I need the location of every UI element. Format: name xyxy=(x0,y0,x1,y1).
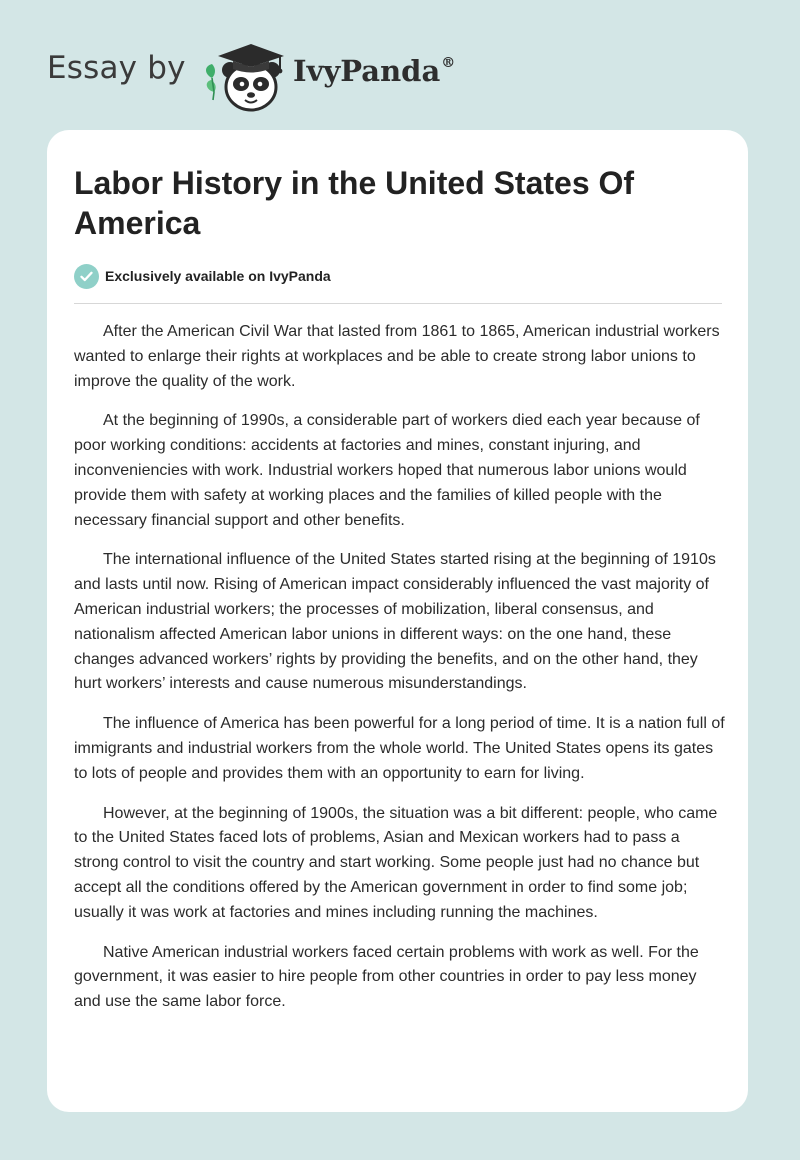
ivy-leaf-icon xyxy=(206,64,216,100)
brand-name[interactable] xyxy=(293,54,455,88)
check-circle-icon xyxy=(74,264,99,289)
site-header xyxy=(47,30,747,112)
registered-mark: ® xyxy=(441,55,456,71)
essay-by-label: Essay by xyxy=(47,50,186,86)
paragraph: Native American industrial workers faced certain problems with work as well. For the government, it was easier to hire people from other countries in order to pay less money and use the same labor force. xyxy=(74,943,699,1011)
paragraph: However, at the beginning of 1900s, the situation was a bit different: people, who came to the United States faced lots of problems, Asian and Mexican workers had to pass a strong control to visit the country and start working. Some people just had no chance but accept all the conditions offered by the American government in order to find some job; usually it was work at factories and mines including running the machines. xyxy=(74,804,718,921)
paragraph: After the American Civil War that lasted from 1861 to 1865, American industrial workers wanted to enlarge their rights at workplaces and be able to create strong labor unions to improve the quality of the work. xyxy=(74,323,720,390)
exclusive-badge xyxy=(74,263,331,289)
paragraph: The international influence of the United States started rising at the beginning of 1910s and lasts until now. Rising of American impact considerably influenced the vast majority of American industrial workers; the processes of mobilization, liberal consensus, and nationalism affected American labor unions in different ways: on the one hand, these changes advanced workers’ rights by providing the benefits, and on the other hand, they hurt workers’ interests and cause numerous misunderstandings. xyxy=(74,551,716,693)
divider xyxy=(74,303,722,304)
page-title: Labor History in the United States Of America xyxy=(74,165,635,241)
brand-name-text: IvyPanda xyxy=(293,54,441,88)
essay-card xyxy=(47,130,748,1112)
exclusive-badge-label: Exclusively available on IvyPanda xyxy=(105,268,331,284)
panda-graduate-logo-icon[interactable] xyxy=(200,34,292,114)
essay-body xyxy=(74,320,726,1030)
paragraph: At the beginning of 1990s, a considerable part of workers died each year because of poor working conditions: accidents at factories and mines, constant injuring, and inconveniencies with work. Industrial workers hoped that numerous labor unions would provide them with safety at working places and the families of killed people with the necessary financial support and other benefits. xyxy=(74,412,700,529)
paragraph: The influence of America has been powerful for a long period of time. It is a nation full of immigrants and industrial workers from the whole world. The United States opens its gates to lots of people and provides them with an opportunity to earn for living. xyxy=(74,715,725,782)
